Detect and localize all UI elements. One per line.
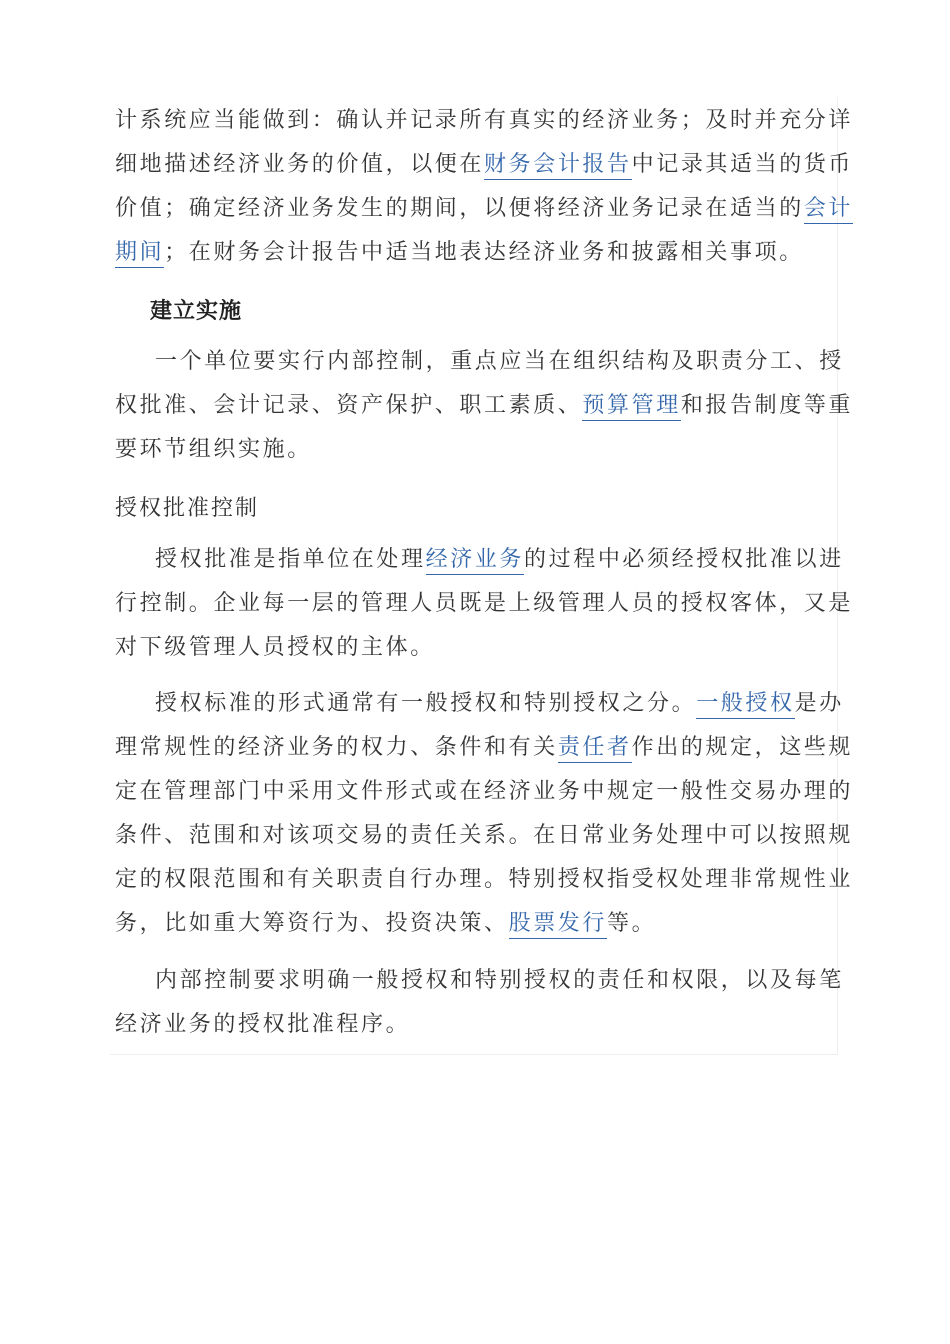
- text-span: 经济业务的授权批准程序。: [115, 1012, 411, 1037]
- text-span: 行控制。企业每一层的管理人员既是上级管理人员的授权客体，又是: [115, 591, 854, 616]
- text-line: [115, 538, 844, 582]
- text-span: 计系统应当能做到：确认并记录所有真实的经济业务；及时并充分详: [115, 108, 854, 133]
- text-line: [115, 143, 854, 187]
- text-line: [115, 858, 854, 902]
- paragraph-implementation: [115, 340, 854, 472]
- text-line: [115, 814, 854, 858]
- text-line: [115, 626, 831, 670]
- text-span: 要环节组织实施。: [115, 437, 312, 462]
- text-span: 授权批准是指单位在处理: [155, 547, 426, 572]
- link-stock-issuance[interactable]: 股票发行: [509, 911, 607, 939]
- text-line: [115, 682, 844, 726]
- link-responsible-person[interactable]: 责任者: [558, 735, 632, 763]
- text-line: [115, 428, 831, 472]
- text-span: 作出的规定，这些规: [631, 735, 854, 760]
- text-span: 定在管理部门中采用文件形式或在经济业务中规定一般性交易办理的: [115, 779, 854, 804]
- text-span: 定的权限范围和有关职责自行办理。特别授权指受权处理非常规性业: [115, 867, 854, 892]
- text-span: 是办: [794, 691, 844, 716]
- text-line: [115, 770, 854, 814]
- text-line: [115, 582, 854, 626]
- text-line: [115, 902, 831, 946]
- link-accounting-period-part2[interactable]: 期间: [115, 240, 164, 268]
- text-span: 务，比如重大筹资行为、投资决策、: [115, 911, 509, 936]
- article-content: [110, 97, 854, 1055]
- text-line: [115, 959, 844, 1003]
- link-financial-report[interactable]: 财务会计报告: [484, 152, 632, 180]
- section-heading-implementation: 建立实施: [150, 299, 243, 324]
- text-span: 和报告制度等重: [680, 393, 854, 418]
- text-span: 理常规性的经济业务的权力、条件和有关: [115, 735, 558, 760]
- section-subheading-authorization: 授权批准控制: [115, 496, 260, 521]
- link-budget-management[interactable]: 预算管理: [582, 393, 680, 421]
- text-span: 对下级管理人员授权的主体。: [115, 635, 435, 660]
- text-span: 条件、范围和对该项交易的责任关系。在日常业务处理中可以按照规: [115, 823, 854, 848]
- text-line: [115, 231, 831, 275]
- text-span: 权批准、会计记录、资产保护、职工素质、: [115, 393, 583, 418]
- paragraph-authorization-types: [115, 682, 854, 946]
- text-line: [115, 726, 854, 770]
- link-economic-business[interactable]: 经济业务: [426, 547, 524, 575]
- text-span: 细地描述经济业务的价值，以便在: [115, 152, 485, 177]
- paragraph-internal-control: [115, 959, 844, 1047]
- text-span: 等。: [607, 911, 657, 936]
- text-line: [115, 187, 854, 231]
- text-line: [115, 1003, 831, 1047]
- text-span: 一个单位要实行内部控制，重点应当在组织结构及职责分工、授: [155, 349, 844, 374]
- link-general-authorization[interactable]: 一般授权: [696, 691, 794, 719]
- text-span: 中记录其适当的货币: [631, 152, 854, 177]
- paragraph-authorization-definition: [115, 538, 854, 670]
- text-span: 的过程中必须经授权批准以进: [524, 547, 844, 572]
- text-span: ；在财务会计报告中适当地表达经济业务和披露相关事项。: [164, 240, 804, 265]
- text-line: [115, 99, 854, 143]
- text-span: 授权标准的形式通常有一般授权和特别授权之分。: [155, 691, 697, 716]
- paragraph-accounting-system: [115, 99, 854, 275]
- text-line: [115, 384, 854, 428]
- link-accounting-period-part1[interactable]: 会计: [804, 196, 853, 224]
- text-line: [115, 340, 844, 384]
- text-span: 内部控制要求明确一般授权和特别授权的责任和权限，以及每笔: [155, 968, 844, 993]
- text-span: 价值；确定经济业务发生的期间，以便将经济业务记录在适当的: [115, 196, 804, 221]
